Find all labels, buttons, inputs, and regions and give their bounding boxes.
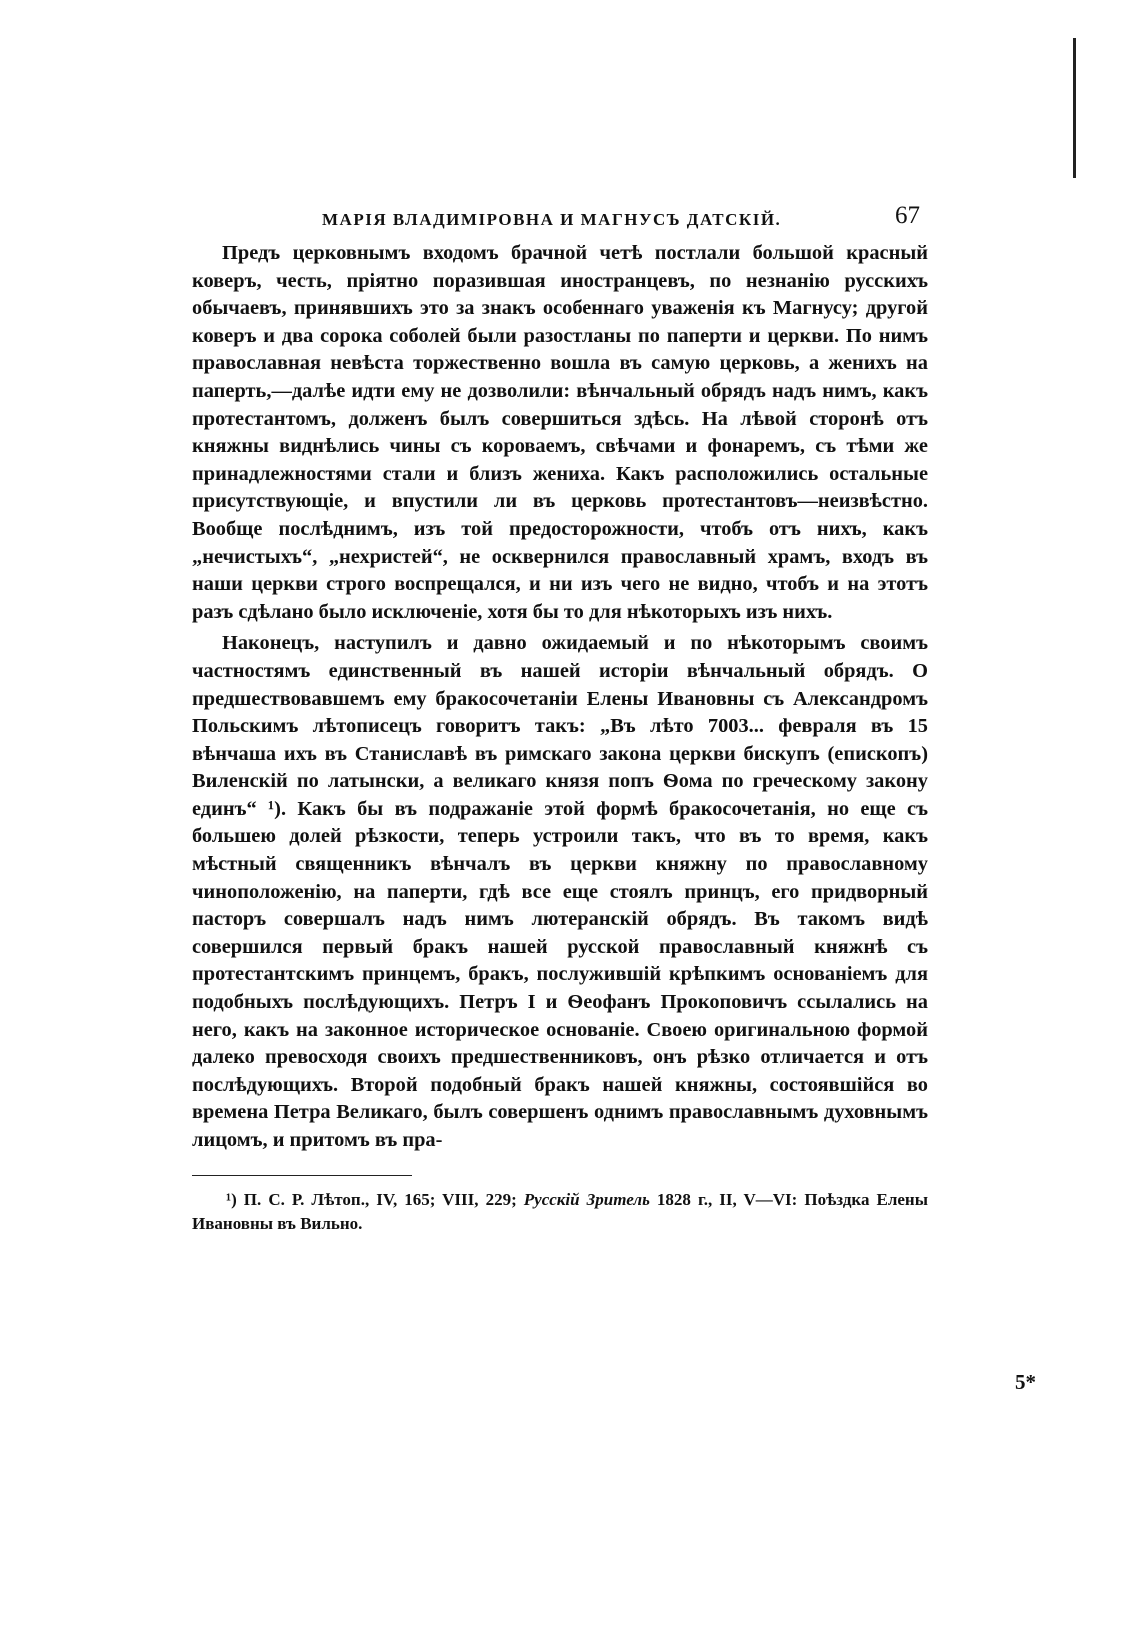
signature-mark: 5* [1015,1370,1036,1394]
footnote-text-a: ¹) П. С. Р. Лѣтоп., IV, 165; VIII, 229; [226,1189,524,1209]
running-header [192,200,928,240]
book-page [192,200,928,1236]
paragraph-2: Наконецъ, наступилъ и давно ожидаемый и по нѣкоторымъ своимъ частностямъ единственный въ нашей исторіи вѣнчальный обрядъ. О предшествовавшемъ ему бракосочетаніи Елены Ивановны съ Александромъ Польскимъ лѣтописецъ говоритъ такъ: „Въ лѣто 7003... февраля въ 15 вѣнчаша ихъ въ Станиславѣ въ римскаго закона церкви бискупъ (епископъ) Виленскій по латынски, а великаго князя попъ Ѳома по греческому закону единъ“ ¹). Какъ бы въ подражаніе этой формѣ бракосочетанія, но еще съ большею долей рѣзкости, теперь устроили такъ, что въ то время, какъ мѣстный священникъ вѣнчалъ въ церкви княжну по православному чиноположенію, на паперти, гдѣ все еще стоялъ принцъ, его придворный пасторъ совершалъ надъ нимъ лютеранскій обрядъ. Въ такомъ видѣ совершился первый бракъ нашей русской православный княжнѣ съ протестантскимъ принцемъ, бракъ, послужившій крѣпкимъ основаніемъ для подобныхъ послѣдующихъ. Петръ I и Ѳеофанъ Прокоповичъ ссылались на него, какъ на законное историческое основаніе. Своею оригинальною формой далеко превосходя своихъ предшественниковъ, онъ рѣзко отличается и отъ послѣдующихъ. Второй подобный бракъ нашей княжны, состоявшійся во времена Петра Великаго, былъ совершенъ однимъ православнымъ духовнымъ лицомъ, и притомъ въ пра- [192,632,928,1151]
paragraph-1: Предъ церковнымъ входомъ брачной четѣ постлали большой красный коверъ, честь, пріятно поразившая иностранцевъ, по незнанію русскихъ обычаевъ, принявшихъ это за знакъ особеннаго уваженія къ Магнусу; другой коверъ и два сорока соболей были разостланы по паперти и церкви. По нимъ православная невѣста торжественно вошла въ самую церковь, а женихъ на паперть,—далѣе идти ему не дозволили: вѣнчальный обрядъ надъ нимъ, какъ протестантомъ, долженъ былъ совершиться здѣсь. На лѣвой сторонѣ отъ княжны виднѣлись чины съ короваемъ, свѣчами и фонаремъ, съ тѣми же принадлежностями стали и близъ жениха. Какъ расположились остальные присутствующіе, и впустили ли въ церковь протестантовъ—неизвѣстно. Вообще послѣднимъ, изъ той предосторожности, чтобъ отъ нихъ, какъ „нечистыхъ“, „нехристей“, не осквернился православный храмъ, входъ въ наши церкви строго воспрещался, и ни изъ чего не видно, чтобъ и на этотъ разъ сдѣлано было исключеніе, хотя бы то для нѣкоторыхъ изъ нихъ. [192,242,928,623]
text-body [192,240,928,1155]
footnote-divider [192,1175,412,1176]
margin-vertical-rule [1073,38,1076,178]
footnote-text-c: 1828 г., II, V—VI: Поѣздка Елены Ивановны въ Вильно. [192,1189,928,1233]
page-number: 67 [895,202,920,229]
running-title: МАРІЯ ВЛАДИМІРОВНА И МАГНУСЪ ДАТСКІЙ. [322,210,782,229]
footnote [192,1188,928,1236]
footnote-text-italic: Русскій Зритель [523,1189,650,1209]
